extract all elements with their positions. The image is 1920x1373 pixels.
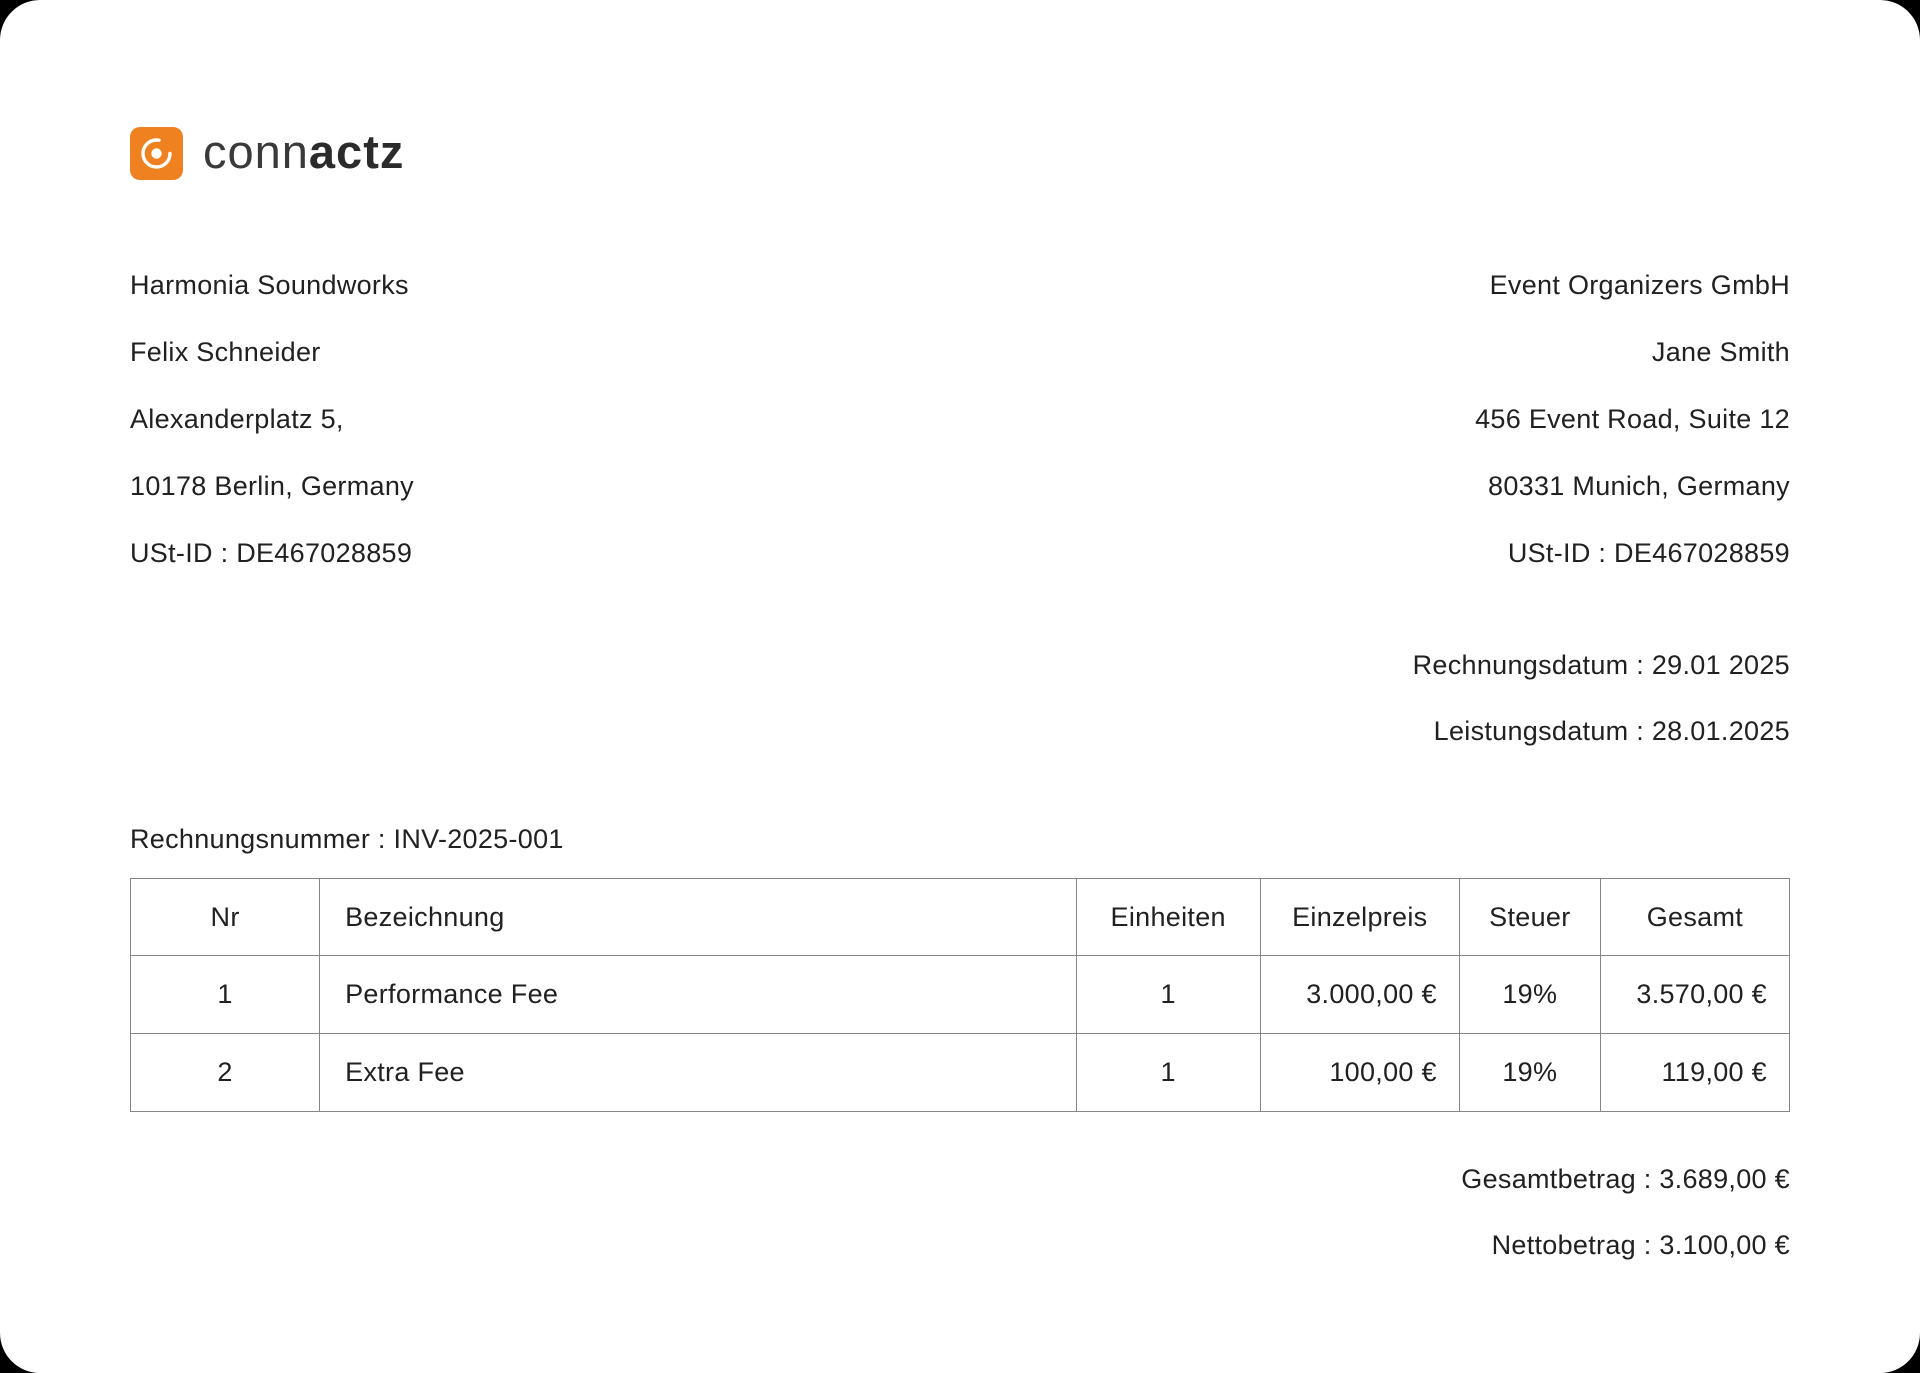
table-header-row xyxy=(131,879,1790,956)
brand-wordmark xyxy=(203,125,405,179)
header-unit-price: Einzelpreis xyxy=(1260,879,1459,956)
recipient-address-block xyxy=(1475,252,1790,587)
invoice-dates-block xyxy=(130,632,1790,764)
sender-city: 10178 Berlin, Germany xyxy=(130,471,414,501)
invoice-date-line: Rechnungsdatum : 29.01 2025 xyxy=(1412,650,1790,680)
totals-block xyxy=(130,1146,1790,1278)
sender-street: Alexanderplatz 5, xyxy=(130,404,344,434)
cell-description: Extra Fee xyxy=(320,1034,1077,1112)
header-description: Bezeichnung xyxy=(320,879,1077,956)
line-items-table xyxy=(130,878,1790,1112)
brand-name-regular: conn xyxy=(203,125,309,178)
table-row xyxy=(131,1034,1790,1112)
cell-tax: 19% xyxy=(1459,956,1600,1034)
header-nr: Nr xyxy=(131,879,320,956)
header-tax: Steuer xyxy=(1459,879,1600,956)
recipient-company: Event Organizers GmbH xyxy=(1489,270,1790,300)
cell-units: 1 xyxy=(1076,1034,1260,1112)
cell-unit-price: 3.000,00 € xyxy=(1260,956,1459,1034)
brand-name-bold: actz xyxy=(308,125,405,178)
address-section xyxy=(130,252,1790,587)
connactz-disc-icon xyxy=(130,127,183,180)
sender-contact: Felix Schneider xyxy=(130,337,321,367)
net-total-line: Nettobetrag : 3.100,00 € xyxy=(1491,1230,1790,1260)
cell-units: 1 xyxy=(1076,956,1260,1034)
invoice-number-line: Rechnungsnummer : INV-2025-001 xyxy=(130,824,564,854)
service-date-line: Leistungsdatum : 28.01.2025 xyxy=(1433,716,1790,746)
cell-nr: 1 xyxy=(131,956,320,1034)
table-row xyxy=(131,956,1790,1034)
cell-tax: 19% xyxy=(1459,1034,1600,1112)
sender-vat-id: USt-ID : DE467028859 xyxy=(130,538,413,568)
sender-address-block xyxy=(130,252,414,587)
header-units: Einheiten xyxy=(1076,879,1260,956)
cell-total: 119,00 € xyxy=(1600,1034,1789,1112)
gross-total-line: Gesamtbetrag : 3.689,00 € xyxy=(1461,1164,1790,1194)
recipient-vat-id: USt-ID : DE467028859 xyxy=(1507,538,1790,568)
cell-unit-price: 100,00 € xyxy=(1260,1034,1459,1112)
cell-total: 3.570,00 € xyxy=(1600,956,1789,1034)
brand-header xyxy=(130,0,1790,180)
header-total: Gesamt xyxy=(1600,879,1789,956)
recipient-city: 80331 Munich, Germany xyxy=(1488,471,1790,501)
recipient-contact: Jane Smith xyxy=(1651,337,1790,367)
cell-description: Performance Fee xyxy=(320,956,1077,1034)
recipient-street: 456 Event Road, Suite 12 xyxy=(1475,404,1790,434)
sender-company: Harmonia Soundworks xyxy=(130,270,409,300)
cell-nr: 2 xyxy=(131,1034,320,1112)
